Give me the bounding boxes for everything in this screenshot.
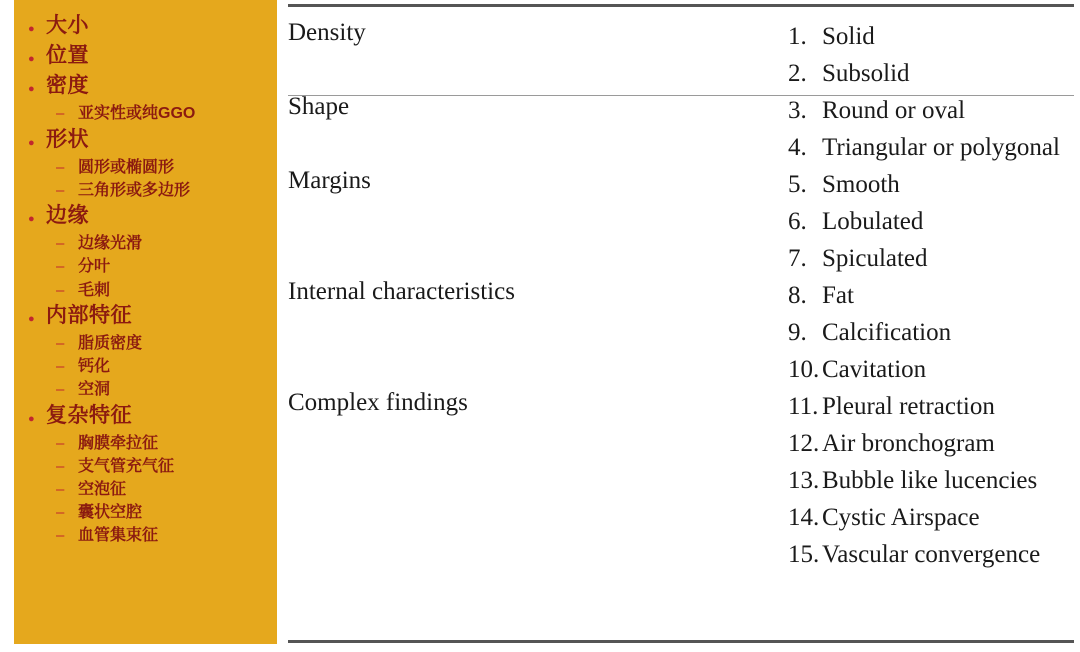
- feature-item: [788, 203, 1074, 240]
- outline-item: [28, 74, 267, 98]
- feature-item: [788, 92, 1074, 129]
- dash-bullet-icon: [56, 482, 78, 499]
- outline-subitem: [56, 434, 267, 453]
- outline-subitem-label: 三角形或多边形: [78, 181, 191, 199]
- feature-category: Internal characteristics: [288, 278, 515, 305]
- dash-bullet-icon: [56, 106, 78, 123]
- outline-subitem: [56, 281, 267, 300]
- outline-subitem: [56, 234, 267, 253]
- outline-item: [28, 204, 267, 228]
- dash-bullet-icon: [56, 336, 78, 353]
- outline-subitem-label: 毛刺: [78, 281, 111, 299]
- feature-item: [788, 277, 1074, 314]
- feature-item-list: [788, 277, 1074, 388]
- table-row: [288, 388, 1074, 573]
- dash-bullet-icon: [56, 459, 78, 476]
- outline-subitem-label: 边缘光滑: [78, 235, 143, 253]
- dash-bullet-icon: [56, 382, 78, 399]
- feature-item-number: 6.: [788, 208, 807, 235]
- outline-subitem-label: 分叶: [78, 258, 111, 276]
- outline-item-label: 密度: [46, 74, 89, 98]
- outline-subitem: [56, 480, 267, 499]
- outline-item: [28, 44, 267, 68]
- outline-subitem: [56, 334, 267, 353]
- outline-subitem-label: 支气管充气征: [78, 457, 175, 475]
- feature-item-list: [788, 92, 1074, 166]
- outline-item-label: 内部特征: [46, 303, 132, 327]
- table-row: [288, 277, 1074, 388]
- feature-item-number: 14.: [788, 504, 820, 531]
- feature-item-number: 9.: [788, 319, 807, 346]
- dash-bullet-icon: [56, 183, 78, 200]
- table-body: [288, 18, 1074, 573]
- feature-item-label: Smooth: [822, 171, 900, 198]
- outline-subitem: [56, 181, 267, 200]
- feature-category: Density: [288, 19, 366, 46]
- outline-subitem-label: 脂质密度: [78, 334, 143, 352]
- feature-item-label: Cavitation: [822, 356, 927, 383]
- outline-item-label: 形状: [46, 127, 89, 151]
- bullet-dot-icon: [28, 20, 46, 35]
- feature-item-label: Calcification: [822, 319, 952, 346]
- outline-subitem: [56, 158, 267, 177]
- feature-item-number: 15.: [788, 541, 820, 568]
- feature-item-number: 3.: [788, 97, 807, 124]
- outline-item: [28, 304, 267, 328]
- feature-item: [788, 166, 1074, 203]
- outline-subitem-label: 钙化: [78, 358, 111, 376]
- feature-item-label: Spiculated: [822, 245, 928, 272]
- feature-item-number: 2.: [788, 60, 807, 87]
- outline-subitem-label: 血管集束征: [78, 527, 159, 545]
- dash-bullet-icon: [56, 160, 78, 177]
- feature-item-number: 8.: [788, 282, 807, 309]
- feature-category: Shape: [288, 93, 350, 120]
- bullet-dot-icon: [28, 210, 46, 225]
- feature-item-number: 12.: [788, 430, 820, 457]
- outline-subitem: [56, 104, 267, 123]
- feature-item-number: 4.: [788, 134, 807, 161]
- feature-category: Complex findings: [288, 389, 468, 416]
- outline-subitem: [56, 526, 267, 545]
- feature-item-label: Lobulated: [822, 208, 924, 235]
- outline-subitem-label: 空洞: [78, 381, 111, 399]
- bullet-dot-icon: [28, 80, 46, 95]
- table-row: [288, 18, 1074, 92]
- outline-item: [28, 14, 267, 38]
- feature-item: [788, 499, 1074, 536]
- dash-bullet-icon: [56, 259, 78, 276]
- feature-item-label: Pleural retraction: [822, 393, 995, 420]
- dash-bullet-icon: [56, 436, 78, 453]
- feature-item: [788, 351, 1074, 388]
- dash-bullet-icon: [56, 283, 78, 300]
- table-bottom-rule: [288, 640, 1074, 643]
- right-table-panel: [288, 0, 1074, 645]
- feature-item: [788, 18, 1074, 55]
- left-outline-panel: [14, 0, 277, 644]
- outline-item-label: 边缘: [46, 204, 89, 228]
- outline-subitem: [56, 380, 267, 399]
- feature-item-label: Round or oval: [822, 97, 966, 124]
- dash-bullet-icon: [56, 236, 78, 253]
- feature-item: [788, 129, 1074, 166]
- dash-bullet-icon: [56, 528, 78, 545]
- outline-subitem-label: 空泡征: [78, 481, 127, 499]
- feature-item-label: Solid: [822, 23, 875, 50]
- outline-subitem: [56, 257, 267, 276]
- outline-item-label: 大小: [46, 14, 89, 37]
- dash-bullet-icon: [56, 359, 78, 376]
- feature-item-list: [788, 18, 1074, 92]
- feature-item-label: Bubble like lucencies: [822, 467, 1038, 494]
- feature-item-label: Air bronchogram: [822, 430, 995, 457]
- feature-item: [788, 314, 1074, 351]
- feature-item-list: [788, 388, 1074, 573]
- feature-item-number: 11.: [788, 393, 819, 420]
- feature-item-label: Vascular convergence: [822, 541, 1041, 568]
- outline-item-label: 位置: [46, 44, 89, 68]
- feature-item: [788, 536, 1074, 573]
- feature-item: [788, 462, 1074, 499]
- feature-item-label: Cystic Airspace: [822, 504, 980, 531]
- bullet-dot-icon: [28, 310, 46, 325]
- outline-subitem: [56, 503, 267, 522]
- feature-category: Margins: [288, 167, 371, 194]
- feature-item-number: 13.: [788, 467, 820, 494]
- outline-subitem: [56, 357, 267, 376]
- feature-item-number: 7.: [788, 245, 807, 272]
- feature-item-list: [788, 166, 1074, 277]
- outline-subitem-label: 囊状空腔: [78, 504, 143, 522]
- dash-bullet-icon: [56, 505, 78, 522]
- outline-subitem-label: 亚实性或纯GGO: [78, 105, 196, 123]
- feature-item: [788, 388, 1074, 425]
- feature-item: [788, 240, 1074, 277]
- outline-subitem: [56, 457, 267, 476]
- table-row: [288, 92, 1074, 166]
- feature-item-label: Triangular or polygonal: [822, 134, 1060, 161]
- bullet-dot-icon: [28, 134, 46, 149]
- bullet-dot-icon: [28, 410, 46, 425]
- feature-item-number: 10.: [788, 356, 820, 383]
- outline-subitem-label: 圆形或椭圆形: [78, 158, 175, 176]
- feature-item: [788, 425, 1074, 462]
- feature-item-number: 5.: [788, 171, 807, 198]
- outline-item: [28, 404, 267, 428]
- outline-item: [28, 128, 267, 152]
- feature-item-number: 1.: [788, 23, 807, 50]
- outline-subitem-label: 胸膜牵拉征: [78, 434, 159, 452]
- feature-item-label: Fat: [822, 282, 854, 309]
- bullet-dot-icon: [28, 50, 46, 65]
- feature-item-label: Subsolid: [822, 60, 910, 87]
- table-top-rule: [288, 4, 1074, 7]
- feature-item: [788, 55, 1074, 92]
- table-row: [288, 166, 1074, 277]
- outline-item-label: 复杂特征: [46, 403, 132, 427]
